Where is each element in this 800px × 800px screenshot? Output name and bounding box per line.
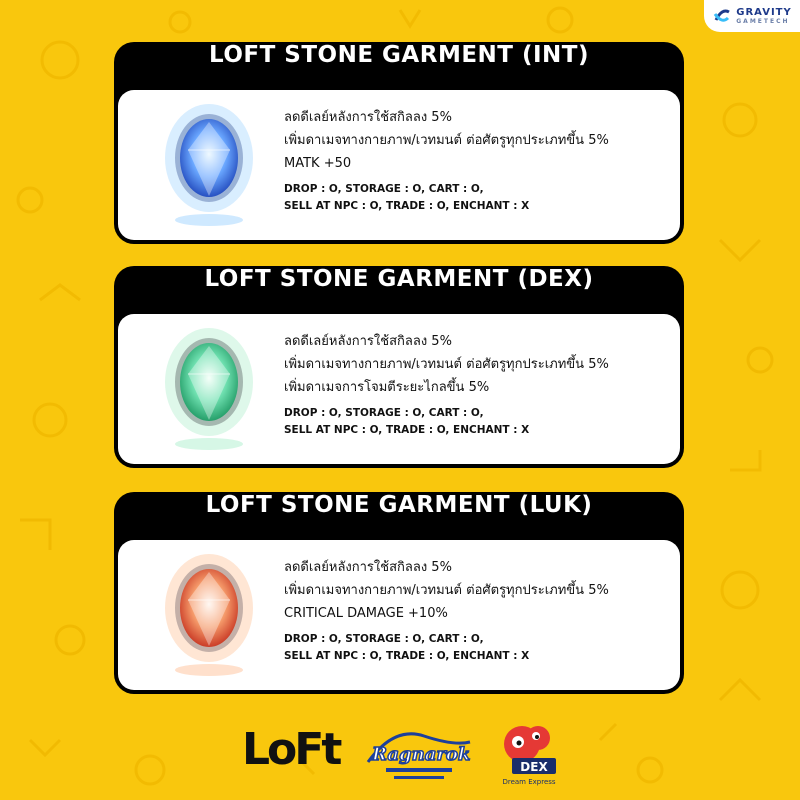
gravity-brand bbox=[704, 0, 800, 32]
footer-logos bbox=[0, 714, 800, 794]
orange-gem-icon bbox=[160, 550, 258, 682]
dex-logo bbox=[498, 720, 560, 790]
brand-name: GRAVITY bbox=[736, 7, 792, 18]
dex-logo-text: DEX bbox=[520, 760, 548, 774]
item-body bbox=[118, 314, 680, 464]
ragnarok-logo bbox=[364, 722, 474, 784]
effect-line-2: เพิ่มดาเมจทางกายภาพ/เวทมนต์ ต่อศัตรูทุกประเภทขึ้น 5% bbox=[284, 357, 609, 372]
item-card-dex bbox=[114, 266, 684, 468]
effect-line-2: เพิ่มดาเมจทางกายภาพ/เวทมนต์ ต่อศัตรูทุกประเภทขึ้น 5% bbox=[284, 133, 609, 148]
loft-logo: LoFt bbox=[242, 724, 340, 775]
item-title: LOFT STONE GARMENT (LUK) bbox=[205, 492, 593, 518]
meta-line-2: SELL AT NPC : O, TRADE : O, ENCHANT : X bbox=[284, 424, 530, 436]
effect-line-2: เพิ่มดาเมจทางกายภาพ/เวทมนต์ ต่อศัตรูทุกประเภทขึ้น 5% bbox=[284, 583, 609, 598]
meta-line-2: SELL AT NPC : O, TRADE : O, ENCHANT : X bbox=[284, 200, 530, 212]
effect-line-3: MATK +50 bbox=[284, 156, 352, 171]
item-title: LOFT STONE GARMENT (INT) bbox=[208, 42, 590, 68]
brand-sub: GAMETECH bbox=[736, 18, 790, 25]
dex-logo-subtext: Dream Express bbox=[502, 778, 556, 786]
meta-line-1: DROP : O, STORAGE : O, CART : O, bbox=[284, 633, 484, 645]
blue-gem-icon bbox=[160, 100, 258, 232]
item-title: LOFT STONE GARMENT (DEX) bbox=[204, 266, 594, 292]
gravity-logo-icon bbox=[712, 6, 732, 26]
effect-line-1: ลดดีเลย์หลังการใช้สกิลลง 5% bbox=[284, 110, 452, 125]
item-card-int bbox=[114, 42, 684, 244]
item-card-luk bbox=[114, 492, 684, 694]
meta-line-1: DROP : O, STORAGE : O, CART : O, bbox=[284, 183, 484, 195]
ragnarok-logo-text: Ragnarok bbox=[372, 744, 471, 765]
green-gem-icon bbox=[160, 324, 258, 456]
meta-line-1: DROP : O, STORAGE : O, CART : O, bbox=[284, 407, 484, 419]
item-body bbox=[118, 90, 680, 240]
effect-line-1: ลดดีเลย์หลังการใช้สกิลลง 5% bbox=[284, 560, 452, 575]
effect-line-3: เพิ่มดาเมจการโจมตีระยะไกลขึ้น 5% bbox=[284, 380, 490, 395]
item-body bbox=[118, 540, 680, 690]
meta-line-2: SELL AT NPC : O, TRADE : O, ENCHANT : X bbox=[284, 650, 530, 662]
effect-line-1: ลดดีเลย์หลังการใช้สกิลลง 5% bbox=[284, 334, 452, 349]
effect-line-3: CRITICAL DAMAGE +10% bbox=[284, 606, 448, 621]
